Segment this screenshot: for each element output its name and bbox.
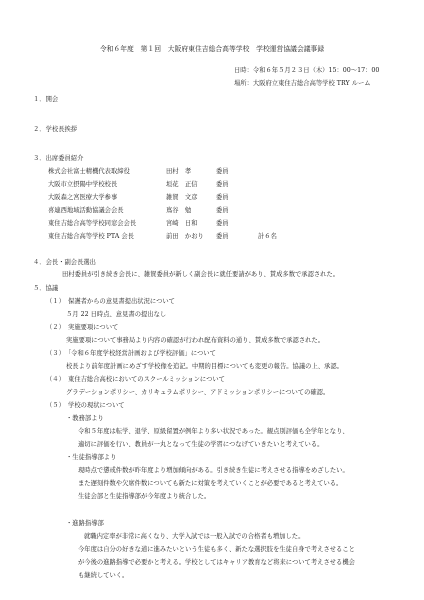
discussion-item-3-text: 校長より前年度計画にめざす学校像を追記。中期的目標についても変更の報告。協議の上、承認。 bbox=[66, 363, 343, 370]
member-org: 大阪市立摂陽中学校校長 bbox=[48, 181, 118, 188]
member-name: 田村 孝 bbox=[166, 168, 192, 175]
discussion-item-3: （３） 「令和６年度学校経営計画および学校評価」について bbox=[46, 350, 216, 357]
career-guidance-line: 就職内定率が非常に高くなり、大学入試では一般入試での合格者も増加した。 bbox=[84, 533, 305, 540]
career-guidance-line: 今年度は自分の好きな道に進みたいという生徒も多く、新たな選択肢を生徒自身で考えさせること bbox=[78, 546, 355, 553]
section-election: ４．会長・副会長選出 bbox=[33, 259, 96, 266]
member-role: 委員 bbox=[216, 207, 229, 214]
section-discussion: ５．協議 bbox=[33, 285, 59, 292]
student-guidance-line: 現時点で懲戒件数が昨年度より増加傾向がある。引き続き生徒に考えさせる指導をめざしたい。 bbox=[78, 467, 349, 474]
section-principal-greeting: ２．学校長挨拶 bbox=[33, 126, 78, 133]
member-org: 大阪森之宮医療大学参事 bbox=[48, 194, 118, 201]
member-role: 委員 bbox=[216, 194, 229, 201]
member-name: 雑賀 文彦 bbox=[166, 194, 198, 201]
discussion-item-2: （２） 実施要項について bbox=[46, 324, 119, 331]
member-name: 垣花 正信 bbox=[166, 181, 198, 188]
career-guidance-line: が今後の進路指導で必要かと考える。学校としてはキャリア教育など将来について考えさせる機会 bbox=[78, 559, 355, 566]
election-text: 田村委員が引き続き会長に、雑賀委員が新しく副会長に就任要請があり、賛成多数で承認された。 bbox=[62, 271, 340, 278]
section-members: ３．出席委員紹介 bbox=[33, 155, 84, 162]
member-name: 宮崎 日和 bbox=[166, 220, 198, 227]
academic-affairs-heading: ・教務部より bbox=[66, 415, 104, 422]
discussion-item-4: （４） 東住吉総合高校においてのスクールミッションについて bbox=[46, 376, 225, 383]
member-role: 委員 bbox=[216, 181, 229, 188]
student-guidance-line: また遅刻件数や欠席件数についても新たに対策を考えていくことが必要であると考えている。 bbox=[78, 480, 343, 487]
members-total: 計６名 bbox=[258, 233, 277, 240]
discussion-item-1: （１） 保護者からの意見書提出状況について bbox=[46, 298, 175, 305]
academic-affairs-line: 適切に評価を行い、教員が一丸となって生徒の学習につなげていきたいと考えている。 bbox=[78, 441, 324, 448]
member-name: 嶌谷 勉 bbox=[166, 207, 192, 214]
member-name: 前田 かおり bbox=[166, 233, 204, 240]
member-org: 株式会社富士精機代表取締役 bbox=[48, 168, 130, 175]
document-title: 令和６年度 第１回 大阪府東住吉総合高等学校 学校運営協議会議事録 bbox=[99, 45, 325, 53]
member-role: 委員 bbox=[216, 168, 229, 175]
member-org: 東住吉総合高等学校 PTA 会長 bbox=[48, 233, 134, 240]
member-role: 委員 bbox=[216, 233, 229, 240]
section-opening: １．開会 bbox=[33, 96, 59, 103]
discussion-item-1-text: ５月 22 日時点、意見書の提出なし bbox=[66, 311, 167, 318]
meeting-datetime: 日時：令和６年５月２３日（木）15：00～17：00 bbox=[234, 67, 380, 74]
discussion-item-4-text: グラデーションポリシー、カリキュラムポリシー、アドミッションポリシーについての確認。 bbox=[66, 389, 330, 396]
career-guidance-line: も継続していく。 bbox=[78, 572, 129, 579]
student-guidance-line: 生徒会部と生徒指導部が今年度より統合した。 bbox=[78, 493, 211, 500]
student-guidance-heading: ・生徒指導部より bbox=[66, 454, 117, 461]
member-role: 委員 bbox=[216, 220, 229, 227]
discussion-item-5: （５） 学校の現状について bbox=[46, 402, 125, 409]
academic-affairs-line: 令和５年度は転学、退学、原級留置が例年より多い状況であった。観点別評価も全学年となり、 bbox=[78, 428, 349, 435]
member-org: 喜連西地域活動協議会会長 bbox=[48, 207, 124, 214]
discussion-item-2-text: 実施要項について事務局より内容の確認が行われ配布資料の通り、賛成多数で承認された。 bbox=[66, 337, 325, 344]
meeting-place: 場所：大阪府立東住吉総合高等学校 TRY ルーム bbox=[234, 80, 371, 87]
member-org: 東住吉総合高等学校同窓会会長 bbox=[48, 220, 137, 227]
career-guidance-heading: ・進路指導部 bbox=[66, 520, 104, 527]
